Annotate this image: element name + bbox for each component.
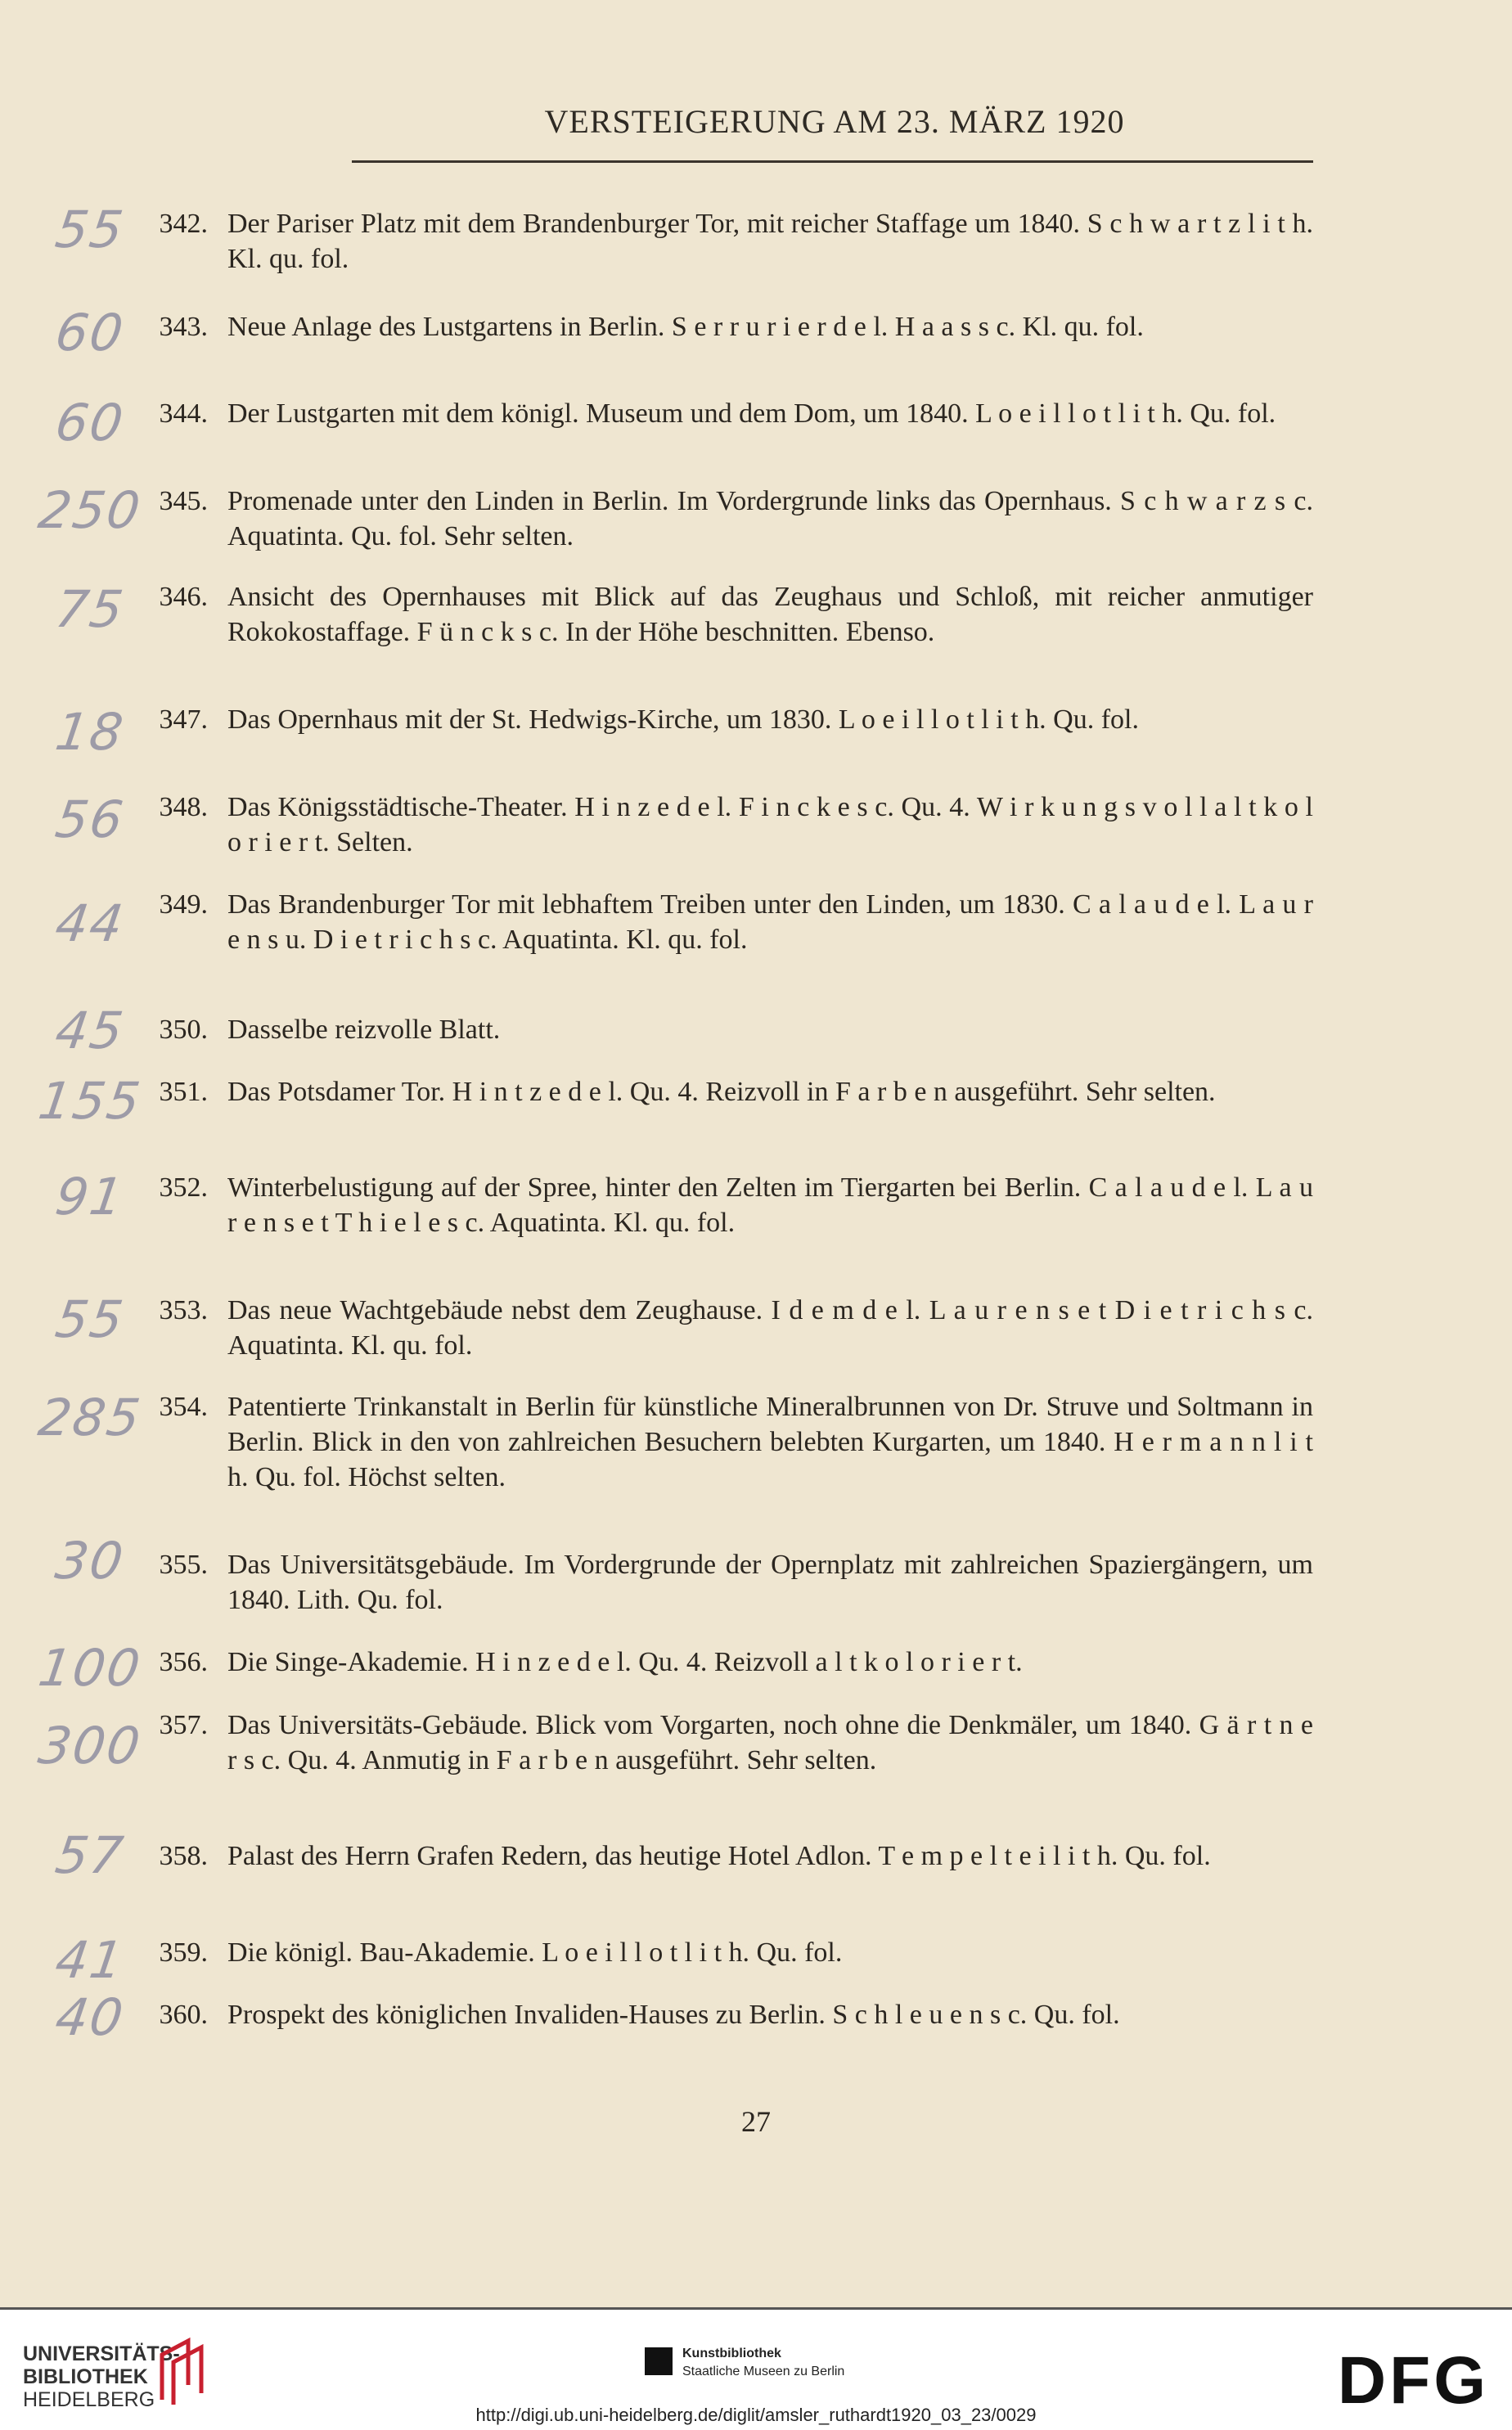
lot-description: Ansicht des Opernhauses mit Blick auf das Zeughaus und Schloß, mit reicher anmutiger Rokokostaffage. F ü n c k s c. In der Höhe beschnitten. Ebenso. bbox=[227, 582, 1313, 647]
library-name-line2: BIBLIOTHEK bbox=[23, 2365, 148, 2388]
handwritten-price: 285 bbox=[34, 1388, 146, 1447]
viewer-footer bbox=[0, 2307, 1512, 2430]
lot-description: Prospekt des königlichen Invaliden-Hauses zu Berlin. S c h l e u e n s c. Qu. fol. bbox=[227, 2000, 1120, 2030]
lot-number: 356. bbox=[159, 1647, 208, 1677]
lot-description: Die Singe-Akademie. H i n z e d e l. Qu. 4. Reizvoll a l t k o l o r i e r t. bbox=[227, 1647, 1023, 1677]
lot-description: Der Pariser Platz mit dem Brandenburger Tor, mit reicher Staffage um 1840. S c h w a r t z l i t h. Kl. qu. fol. bbox=[227, 209, 1313, 274]
lot-number: 346. bbox=[159, 582, 208, 612]
handwritten-price: 60 bbox=[52, 393, 128, 452]
handwritten-price: 30 bbox=[52, 1531, 128, 1591]
lot-number: 360. bbox=[159, 2000, 208, 2030]
handwritten-price: 45 bbox=[52, 1001, 128, 1060]
lot-number: 349. bbox=[159, 889, 208, 920]
lot-number: 347. bbox=[159, 704, 208, 735]
lot-description: Der Lustgarten mit dem königl. Museum und dem Dom, um 1840. L o e i l l o t l i t h. Qu. fol. bbox=[227, 398, 1276, 429]
lot-description: Palast des Herrn Grafen Redern, das heutige Hotel Adlon. T e m p e l t e i l i t h. Qu. fol. bbox=[227, 1841, 1211, 1871]
library-name-line1: UNIVERSITÄTS- bbox=[23, 2342, 180, 2365]
lot-number: 344. bbox=[159, 398, 208, 429]
lot-description: Dasselbe reizvolle Blatt. bbox=[227, 1015, 501, 1045]
handwritten-price: 41 bbox=[52, 1930, 128, 1990]
lot-number: 355. bbox=[159, 1550, 208, 1580]
handwritten-price: 60 bbox=[52, 303, 128, 362]
handwritten-price: 250 bbox=[34, 480, 146, 540]
lot-number: 357. bbox=[159, 1710, 208, 1740]
lot-number: 358. bbox=[159, 1841, 208, 1871]
lot-number: 352. bbox=[159, 1172, 208, 1203]
kb-title: Kunstbibliothek bbox=[682, 2347, 781, 2360]
library-name-line3: HEIDELBERG bbox=[23, 2388, 155, 2411]
lot-description: Das Universitätsgebäude. Im Vordergrunde der Opernplatz mit zahlreichen Spaziergängern, um 1840. Lith. Qu. fol. bbox=[227, 1550, 1313, 1615]
lot-description: Das Königsstädtische-Theater. H i n z e d e l. F i n c k e s c. Qu. 4. W i r k u n g s v o l l a l t k o l o r i e r t. Selten. bbox=[227, 792, 1313, 857]
handwritten-price: 56 bbox=[52, 790, 128, 849]
lot-number: 354. bbox=[159, 1392, 208, 1422]
lot-number: 343. bbox=[159, 312, 208, 342]
page-number: 27 bbox=[741, 2105, 771, 2138]
lot-number: 353. bbox=[159, 1295, 208, 1325]
lot-description: Promenade unter den Linden in Berlin. Im Vordergrunde links das Opernhaus. S c h w a r z s c. Aquatinta. Qu. fol. Sehr selten. bbox=[227, 486, 1313, 551]
ub-emblem-icon bbox=[155, 2334, 213, 2408]
lot-number: 351. bbox=[159, 1077, 208, 1107]
dfg-logo[interactable]: DFG bbox=[1337, 2343, 1489, 2418]
lot-number: 345. bbox=[159, 486, 208, 516]
permalink-url[interactable]: http://digi.ub.uni-heidelberg.de/diglit/amsler_ruthardt1920_03_23/0029 bbox=[475, 2405, 1037, 2425]
handwritten-price: 91 bbox=[52, 1167, 128, 1226]
handwritten-price: 75 bbox=[52, 579, 128, 639]
lot-description: Das Potsdamer Tor. H i n t z e d e l. Qu. 4. Reizvoll in F a r b e n ausgeführt. Sehr selten. bbox=[227, 1077, 1216, 1107]
lot-description: Das Brandenburger Tor mit lebhaftem Treiben unter den Linden, um 1830. C a l a u d e l. L a u r e n s u. D i e t r i c h s c. Aquatinta. Kl. qu. fol. bbox=[227, 889, 1313, 955]
lot-description: Patentierte Trinkanstalt in Berlin für künstliche Mineralbrunnen von Dr. Struve und Soltmann in Berlin. Blick in den von zahlreichen Besuchern belebten Kurgarten, um 1840. H e r m a n n l i t h. Qu. fol. Höchst selten. bbox=[227, 1392, 1313, 1492]
header-rule bbox=[352, 160, 1313, 163]
lot-number: 342. bbox=[159, 209, 208, 239]
handwritten-price: 55 bbox=[52, 1289, 128, 1349]
kunstbibliothek-mark-icon bbox=[645, 2347, 673, 2375]
handwritten-price: 18 bbox=[52, 702, 128, 762]
handwritten-price: 100 bbox=[34, 1638, 146, 1698]
lot-description: Das Universitäts-Gebäude. Blick vom Vorgarten, noch ohne die Denkmäler, um 1840. G ä r t n e r s c. Qu. 4. Anmutig in F a r b e n ausgeführt. Sehr selten. bbox=[227, 1710, 1313, 1775]
handwritten-price: 300 bbox=[34, 1716, 146, 1775]
lot-number: 348. bbox=[159, 792, 208, 822]
kb-subtitle: Staatliche Museen zu Berlin bbox=[682, 2365, 845, 2378]
lot-description: Die königl. Bau-Akademie. L o e i l l o t l i t h. Qu. fol. bbox=[227, 1937, 843, 1968]
handwritten-price: 44 bbox=[52, 893, 128, 953]
handwritten-price: 40 bbox=[52, 1987, 128, 2047]
page-header: VERSTEIGERUNG AM 23. MÄRZ 1920 bbox=[544, 103, 1125, 140]
lot-description: Das neue Wachtgebäude nebst dem Zeughause. I d e m d e l. L a u r e n s e t D i e t r i c h s c. Aquatinta. Kl. qu. fol. bbox=[227, 1295, 1313, 1361]
handwritten-price: 55 bbox=[52, 200, 128, 259]
lot-description: Das Opernhaus mit der St. Hedwigs-Kirche, um 1830. L o e i l l o t l i t h. Qu. fol. bbox=[227, 704, 1139, 735]
lot-number: 359. bbox=[159, 1937, 208, 1968]
handwritten-price: 155 bbox=[34, 1071, 146, 1131]
handwritten-price: 57 bbox=[52, 1825, 128, 1885]
lot-description: Neue Anlage des Lustgartens in Berlin. S e r r u r i e r d e l. H a a s s c. Kl. qu. fol. bbox=[227, 312, 1144, 342]
lot-number: 350. bbox=[159, 1015, 208, 1045]
lot-description: Winterbelustigung auf der Spree, hinter den Zelten im Tiergarten bei Berlin. C a l a u d e l. L a u r e n s e t T h i e l e s c. Aquatinta. Kl. qu. fol. bbox=[227, 1172, 1313, 1238]
